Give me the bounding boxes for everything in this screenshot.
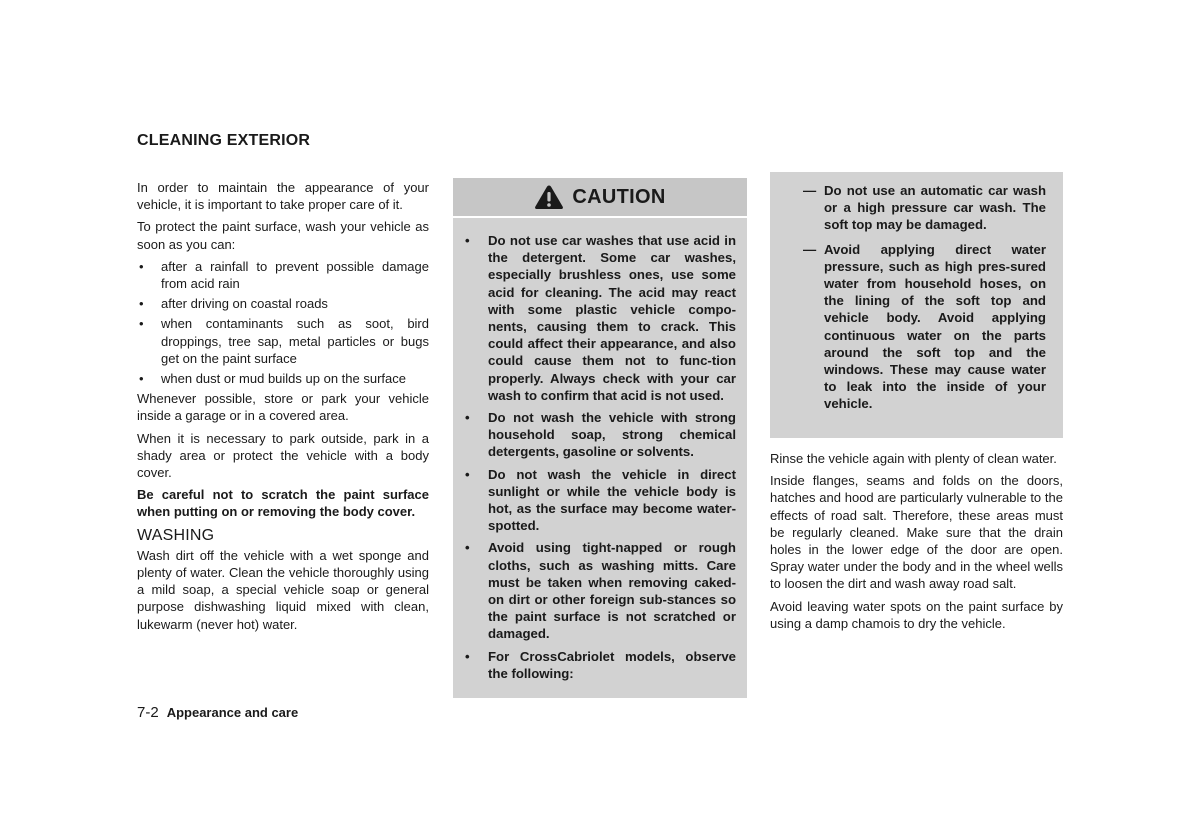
list-item: • after a rainfall to prevent possible damage from acid rain (137, 258, 429, 292)
caution-item: • For CrossCabriolet models, observe the following: (465, 648, 736, 682)
storage-paragraph: Whenever possible, store or park your vehicle inside a garage or in a covered area. (137, 391, 429, 424)
crosscabriolet-caution-list (770, 172, 1063, 413)
caution-continuation-box (770, 172, 1063, 438)
road-salt-paragraph: Inside flanges, seams and folds on the doors, hatches and hood are particularly vulnerable to the effects of road salt. Therefore, these areas must be regularly cleaned. Make sure that the drain holes in the lower edge of the door are open. Spray water under the body and in the wheel wells to loosen the dirt and wash away road salt. (770, 473, 1063, 592)
water-spots-paragraph: Avoid leaving water spots on the paint surface by using a damp chamois to dry the vehicle. (770, 598, 1063, 631)
washing-paragraph: Wash dirt off the vehicle with a wet sponge and plenty of water. Clean the vehicle thoroughly using a mild soap, a special vehicle soap or general purpose dishwashing liquid mixed with clean, lukewarm (never hot) water. (137, 547, 429, 632)
body-cover-warning: Be careful not to scratch the paint surface when putting on or removing the body cover. (137, 487, 429, 520)
caution-title: CAUTION (572, 185, 666, 208)
left-column (137, 179, 429, 638)
caution-header (453, 178, 747, 218)
list-item: • when contaminants such as soot, bird droppings, tree sap, metal particles or bugs get on the paint surface (137, 315, 429, 367)
chapter-title: Appearance and care (166, 705, 299, 720)
section-title: CLEANING EXTERIOR (137, 132, 311, 149)
list-item: • after driving on coastal roads (137, 295, 429, 312)
page-footer (137, 704, 298, 721)
right-column (770, 450, 1063, 637)
list-item: • when dust or mud builds up on the surface (137, 370, 429, 387)
caution-dash-item: — Avoid applying direct water pressure, such as high pres-sured water from household hoses, on the lining of the soft top and vehicle body. Avoid applying continuous water on the parts around the soft top and the windows. These may cause water to leak into the inside of your vehicle. (805, 241, 1046, 413)
caution-list (453, 218, 747, 682)
caution-dash-item: — Do not use an automatic car wash or a high pressure car wash. The soft top may be damaged. (805, 182, 1046, 234)
caution-item: • Do not wash the vehicle with strong household soap, strong chemical detergents, gasoline or solvents. (465, 409, 736, 461)
caution-item: • Avoid using tight-napped or rough cloths, such as washing mitts. Care must be taken when removing caked-on dirt or other foreign sub-stances so the paint surface is not scratched or damaged. (465, 539, 736, 642)
caution-item: • Do not use car washes that use acid in the detergent. Some car washes, especially brushless ones, use some acid for cleaning. The acid may react with some plastic vehicle compo-nents, causing them to crack. This could affect their appearance, and also could cause them not to func-tion properly. Always check with your car wash to confirm that acid is not used. (465, 232, 736, 404)
wash-conditions-list (137, 258, 429, 387)
intro-paragraph-2: To protect the paint surface, wash your vehicle as soon as you can: (137, 219, 429, 252)
caution-item: • Do not wash the vehicle in direct sunlight or while the vehicle body is hot, as the surface may become water-spotted. (465, 466, 736, 535)
parking-paragraph: When it is necessary to park outside, park in a shady area or protect the vehicle with a body cover. (137, 430, 429, 481)
rinse-paragraph: Rinse the vehicle again with plenty of clean water. (770, 451, 1057, 466)
warning-triangle-icon (534, 184, 564, 210)
intro-paragraph-1: In order to maintain the appearance of your vehicle, it is important to take proper care of it. (137, 180, 429, 213)
caution-box (453, 178, 747, 698)
page-number: 7-2 (137, 704, 159, 721)
washing-subheading: WASHING (137, 526, 215, 544)
